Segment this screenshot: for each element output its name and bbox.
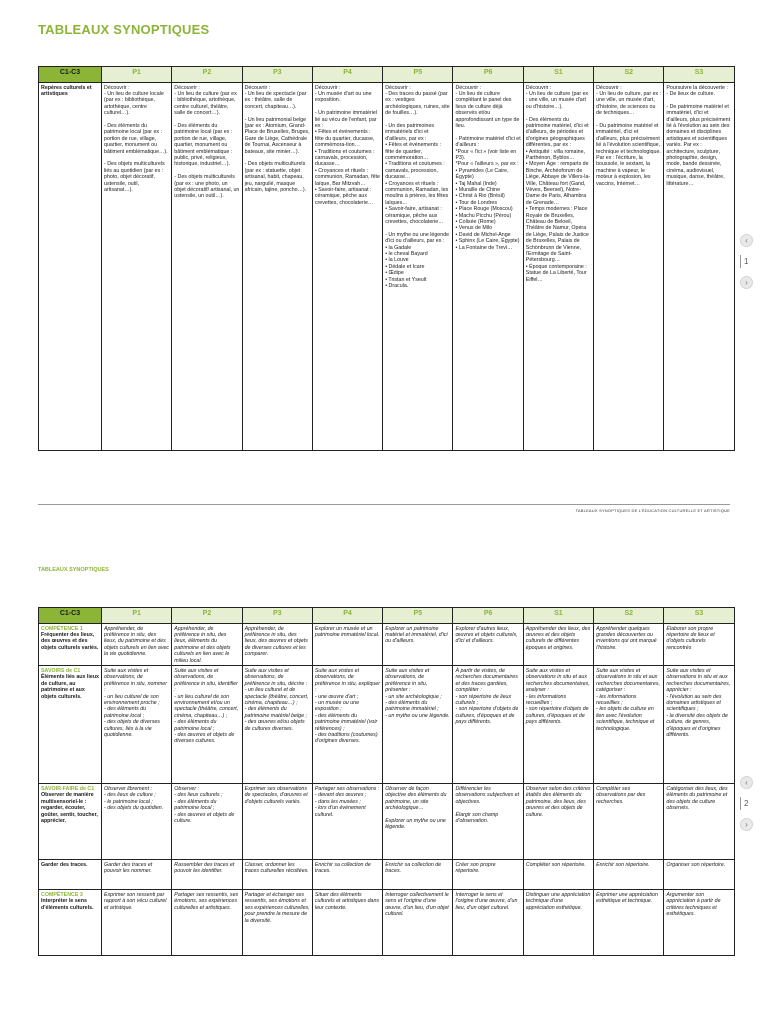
row-label-text: Garder des traces.: [41, 861, 88, 868]
row-label-text: Observer de manière multisensoriel-le : regarder, écouter, goûter, sentir, toucher, apprécier.: [41, 792, 98, 824]
column-header-p3: P3: [242, 67, 312, 83]
column-header-s2: S2: [594, 608, 664, 624]
row-label: [39, 666, 102, 784]
table-cell: Suite aux visites et observations in situ et aux recherches documentaires, catégoriser : - les informations recueillies ; - les objets de culture en lien avec l'évolution scientifique, technique et technologique.: [594, 666, 664, 784]
page-number: 2: [740, 797, 754, 810]
table-cell: Découvrir : - Des traces du passé (par ex : vestiges archéologiques, ruines, site de fouilles…). - Un des patrimoines immatériels d'ici et d'ailleurs, par ex : • Fêtes et événements : fête de quartier, commémoration… • Traditions et coutumes : carnavals, procession, ducasse… • Croyances et rituels : communion, Ramadan, les moulins à prières, les fêtes laïques… • Savoir-faire, artisanat : céramique, pêche aux crevettes, chocolaterie… - Un mythe ou une légende d'ici ou d'ailleurs, par ex : • la Gadale • le cheval Bayard • la Louve • Dédale et Icare • Œdipe • Tristan et Yseult • Dracula.: [383, 83, 453, 451]
page-number: 1: [740, 255, 754, 268]
row-label: [39, 890, 102, 956]
table-cell: Créer son propre répertoire.: [453, 860, 523, 890]
column-header-p1: P1: [102, 608, 172, 624]
table-cell: Observer de façon objective des éléments du patrimoine, un site archéologique… Explorer un mythe ou une légende.: [383, 784, 453, 860]
page-1-nav: [740, 234, 754, 297]
competence-tag: COMPÉTENCE 3: [41, 891, 83, 898]
table-cell: Suite aux visites et observations, de préférence in situ, expliquer : - une œuvre d'art ; - un musée ou une exposition ; - des éléments du patrimoine immatériel (voir références) ; - des traditions (coutumes) d'origines diverses.: [312, 666, 382, 784]
row-label: [39, 784, 102, 860]
table-cell: Découvrir : - Un lieu de culture, par ex : une ville, un musée d'art, d'histoire, de sciences ou de techniques… - Du patrimoine matériel et immatériel, d'ici et d'ailleurs, plus précisément lié à l'évolution scientifique, technique et technologique. Par ex : l'écriture, la boussole, le sextant, la machine à vapeur, le moteur à explosion, les vaccins, Internet…: [594, 83, 664, 451]
page-title-small: TABLEAUX SYNOPTIQUES: [38, 567, 109, 573]
column-header-p6: P6: [453, 608, 523, 624]
column-header-p2: P2: [172, 608, 242, 624]
table-cell: Interroger collectivement le sens et l'origine d'une œuvre, d'un lieu, d'un objet culturel.: [383, 890, 453, 956]
table-cell: Classer, ordonner les traces culturelles récoltées.: [242, 860, 312, 890]
table-cell: Appréhender, de préférence in situ, des lieux, du patrimoine et des objets culturels en lien avec la vie quotidienne.: [102, 624, 172, 666]
table-row: [39, 83, 735, 451]
next-page-button[interactable]: ›: [740, 818, 753, 831]
page-footer: TABLEAUX SYNOPTIQUES DE L'ÉDUCATION CULTURELLE ET ARTISTIQUE: [575, 508, 730, 513]
table-cell: Organiser son répertoire.: [664, 860, 734, 890]
column-header-p5: P5: [383, 608, 453, 624]
competence-tag: COMPÉTENCE 1: [41, 625, 83, 632]
synoptic-table-2: [38, 607, 735, 956]
table-cell: Enrichir sa collection de traces.: [383, 860, 453, 890]
table-cell: Observer : - des lieux culturels ; - des éléments du patrimoine local ; - des œuvres et objets de culture.: [172, 784, 242, 860]
table-header-row: [39, 608, 735, 624]
column-header-c1-c3: C1-C3: [39, 67, 102, 83]
table-cell: Observer selon des critères établis des éléments du patrimoine, des lieux, des œuvres et des objets de culture.: [523, 784, 593, 860]
page-title: TABLEAUX SYNOPTIQUES: [38, 22, 210, 37]
table-cell: Appréhender des lieux, des œuvres et des objets culturels de différentes époques et origines.: [523, 624, 593, 666]
column-header-p2: P2: [172, 67, 242, 83]
table-cell: À partir de visites, de recherches documentaires et des traces gardées, compléter : - son répertoire de lieux culturels ; - son répertoire d'objets de cultures, d'époques et de pays différents.: [453, 666, 523, 784]
column-header-p3: P3: [242, 608, 312, 624]
column-header-p1: P1: [102, 67, 172, 83]
table-cell: Suite aux visites et observations, de préférence in situ, nommer : - un lieu culturel de son environnement proche ; - des éléments du patrimoine local ; - des objets de diverses cultures, liés à la vie quotidienne.: [102, 666, 172, 784]
table-row: [39, 890, 735, 956]
table-cell: Explorer un musée et un patrimoine immatériel local.: [312, 624, 382, 666]
table-cell: Situer des éléments culturels et artistiques dans leur contexte.: [312, 890, 382, 956]
table-cell: Partager et échanger ses ressentis, ses émotions et ses expériences culturelles, pour prendre la mesure de la diversité.: [242, 890, 312, 956]
table-row: [39, 860, 735, 890]
column-header-p4: P4: [312, 67, 382, 83]
table-cell: Explorer d'autres lieux, œuvres et objets culturels, d'ici et d'ailleurs.: [453, 624, 523, 666]
table-cell: Suite aux visites et observations in situ et aux recherches documentaires, analyser : - les informations recueillies ; - son répertoire d'objets de cultures, d'époques et de pays différents.: [523, 666, 593, 784]
table-cell: Argumenter son appréciation à partir de critères techniques et esthétiques.: [664, 890, 734, 956]
table-cell: Élaborer son propre répertoire de lieux et d'objets culturels rencontrés: [664, 624, 734, 666]
table-cell: Appréhender, de préférence in situ, des lieux, éléments du patrimoine et des objets culturels en lien avec le milieu local.: [172, 624, 242, 666]
table-cell: Enrichir son répertoire.: [594, 860, 664, 890]
table-cell: Enrichir sa collection de traces.: [312, 860, 382, 890]
footer-divider: [38, 504, 730, 505]
table-cell: Appréhender quelques grandes découvertes ou inventions qui ont marqué l'histoire.: [594, 624, 664, 666]
table-cell: Compléter son répertoire.: [523, 860, 593, 890]
table-row: [39, 666, 735, 784]
table-cell: Explorer un patrimoine matériel et immatériel, d'ici ou d'ailleurs.: [383, 624, 453, 666]
table-cell: Différencier les observations subjectives et objectives. Élargir son champ d'observation.: [453, 784, 523, 860]
next-page-button[interactable]: ›: [740, 276, 753, 289]
row-label-text: Fréquenter des lieux, des œuvres et des objets culturels variés.: [41, 631, 99, 651]
table-cell: Catégoriser des lieux, des éléments du patrimoine et des objets de culture observés.: [664, 784, 734, 860]
table-cell: Suite aux visites et observations in situ et aux recherches documentaires, apprécier : - l'évolution au sein des domaines artistiques et scientifiques ; - la diversité des objets de culture, de genres, d'époques et d'origines différents.: [664, 666, 734, 784]
column-header-s3: S3: [664, 67, 734, 83]
table-cell: Exprimer son ressenti par rapport à son vécu culturel et artistique.: [102, 890, 172, 956]
row-label: [39, 860, 102, 890]
table-cell: Appréhender, de préférence in situ, des lieux, des œuvres et objets de diverses cultures et les comparer.: [242, 624, 312, 666]
table-cell: Découvrir : - Un musée d'art ou une exposition. - Un patrimoine immatériel lié au vécu de l'enfant, par ex : • Fêtes et événements : fête du quartier, ducasse, commémora-tion… • Traditions et coutumes : carnavals, procession, ducasse… • Croyances et rituels : communion, Ramadan, fête laïque, Bar Mitzvah… • Savoir-faire, artisanat : céramique, pêche aux crevettes, chocolaterie…: [312, 83, 382, 451]
table-cell: Exprimer une appréciation esthétique et technique.: [594, 890, 664, 956]
table-cell: Découvrir : - Un lieu de culture locale (par ex : bibliothèque, artothèque, centre culturel…). - Des éléments du patrimoine local (par ex : portion de rue, village, quartier, monument ou bâtiment emblématique…). - Des objets multiculturels liés au quotidien (par ex : photo, objet décoratif, ustensile, outil, artisanat…).: [102, 83, 172, 451]
page-2: [0, 555, 768, 1024]
row-label-text: Interpréter le sens d'éléments culturels.: [41, 898, 94, 911]
competence-tag: SAVOIRS de C1: [41, 667, 81, 674]
table-cell: Compléter ses observations par des recherches.: [594, 784, 664, 860]
column-header-p6: P6: [453, 67, 523, 83]
table-cell: Observer librement : - des lieux de culture ; - le patrimoine local ; - des objets du quotidien.: [102, 784, 172, 860]
previous-page-button[interactable]: ‹: [740, 234, 753, 247]
table-cell: Rassembler des traces et pouvoir les identifier.: [172, 860, 242, 890]
table-cell: Découvrir : - Un lieu de spectacle (par ex : théâtre, salle de concert, chapiteau…). - Un lieu patrimonial belge (par ex : Atomium, Grand-Place de Bruxelles, Bruges, Gare de Liège, Cathédrale de Tournai, Ascenseur à bateaux, site minier…). - Des objets multiculturels (par ex : statuette, objet artisanal, habit, chapeau, jeu, narguilé, masque africain, tajine, poncho…).: [242, 83, 312, 451]
row-label: Repères culturels et artistiques: [39, 83, 102, 451]
table-cell: Partager ses observations : - devant des œuvres ; - dans les musées ; - lors d'un événement culturel.: [312, 784, 382, 860]
synoptic-table-1: [38, 66, 735, 451]
table-cell: Suite aux visites et observations, de préférence in situ, présenter : - un site archéologique ; - des éléments du patrimoine immatériel ; - un mythe ou une légende.: [383, 666, 453, 784]
table-cell: Exprimer ses observations de spectacles, d'œuvres et d'objets culturels variés.: [242, 784, 312, 860]
table-cell: Suite aux visites et observations, de préférence in situ, identifier : - un lieu culturel de son environnement et/ou un spectacle (théâtre, concert, cinéma, chapiteau…) ; - des éléments du patrimoine local ; - des œuvres et objets de diverses cultures.: [172, 666, 242, 784]
table-cell: Découvrir : - Un lieu de culture (par ex : une ville, un musée d'art ou d'histoire…). - Des éléments du patrimoine matériel, d'ici et d'ailleurs, de périodes et d'origines géographiques différentes, par ex : • Antiquité : villa romaine, Parthénon, Byblos… • Moyen Âge : remparts de Binche, Archéoforum de Liège, Abbaye de Villers-la-Ville, Château fort (Gand, Vèves, Beersel), Notre-Dame de Paris, Alhambra de Grenade… • Temps modernes : Place Royale de Bruxelles, Château de Beloeil, Théâtre de Namur, Opéra de Liège, Palais de Justice de Bruxelles, Palais de Schönbrunn de Vienne, l'Ermitage de Saint-Pétersbourg… • Époque contemporaine : Statue de La Liberté, Tour Eiffel…: [523, 83, 593, 451]
table-cell: Découvrir : - Un lieu de culture (par ex : bibliothèque, artothèque, centre culturel, théâtre, salle de concert…). - Des éléments du patrimoine local (par ex : portion de rue, village, quartier, monument ou bâtiment emblématique : public, privé, religieux, historique, industriel…). - Des objets multiculturels (par ex : une photo, un objet décoratif/ artisanal, un ustensile, un outil…).: [172, 83, 242, 451]
row-label-text: Éléments liés aux lieux de culture, au patrimoine et aux objets culturels.: [41, 674, 99, 700]
table-header-row: [39, 67, 735, 83]
table-cell: Distinguer une appréciation technique d'une appréciation esthétique.: [523, 890, 593, 956]
table-cell: Suite aux visites et observations, de préférence in situ, décrire : - un lieu culturel et de spectacle (théâtre, concert, cinéma, chapiteau…) ; - des éléments du patrimoine matériel belge ; - des œuvres et/ou objets de cultures diverses.: [242, 666, 312, 784]
column-header-p4: P4: [312, 608, 382, 624]
column-header-s1: S1: [523, 67, 593, 83]
row-label: [39, 624, 102, 666]
previous-page-button[interactable]: ‹: [740, 776, 753, 789]
table-cell: Garder des traces et pouvoir les nommer.: [102, 860, 172, 890]
column-header-s1: S1: [523, 608, 593, 624]
table-row: [39, 624, 735, 666]
column-header-s3: S3: [664, 608, 734, 624]
table-cell: Poursuivre la découverte : - De lieux de culture. - De patrimoine matériel et immatériel, d'ici et d'ailleurs, plus précisément lié à l'évolution au sein des domaines et disciplines artistiques et scientifiques variés. Par ex : architecture, sculpture, photographie, design, mode, bande dessinée, cinéma, audiovisuel, musique, danse, théâtre, littérature…: [664, 83, 734, 451]
column-header-p5: P5: [383, 67, 453, 83]
column-header-s2: S2: [594, 67, 664, 83]
table-cell: Partager ses ressentis, ses émotions, ses expériences culturelles et artistiques.: [172, 890, 242, 956]
page-2-nav: [740, 776, 754, 839]
table-cell: Interroger le sens et l'origine d'une œuvre, d'un lieu, d'un objet culturel.: [453, 890, 523, 956]
column-header-c1-c3: C1-C3: [39, 608, 102, 624]
table-cell: Découvrir : - Un lieu de culture complétant le panel des lieux de culture déjà observés et/ou approfondissant un type de lieu. - Patrimoine matériel d'ici et d'ailleurs : *Pour « l'ici » (voir liste en P3). *Pour « l'ailleurs », par ex : • Pyramides (Le Caire, Égypte) • Taj Mahal (Inde) • Muraille de Chine • Christ à Rio (Brésil) • Tour de Londres • Place Rouge (Moscou) • Machu Picchu (Pérou) • Colisée (Rome) • Venus de Milo • David de Michel-Ange • Sphinx (Le Caire, Égypte) • La Fontaine de Trevi…: [453, 83, 523, 451]
table-row: [39, 784, 735, 860]
competence-tag: SAVOIR-FAIRE de C1: [41, 785, 95, 792]
